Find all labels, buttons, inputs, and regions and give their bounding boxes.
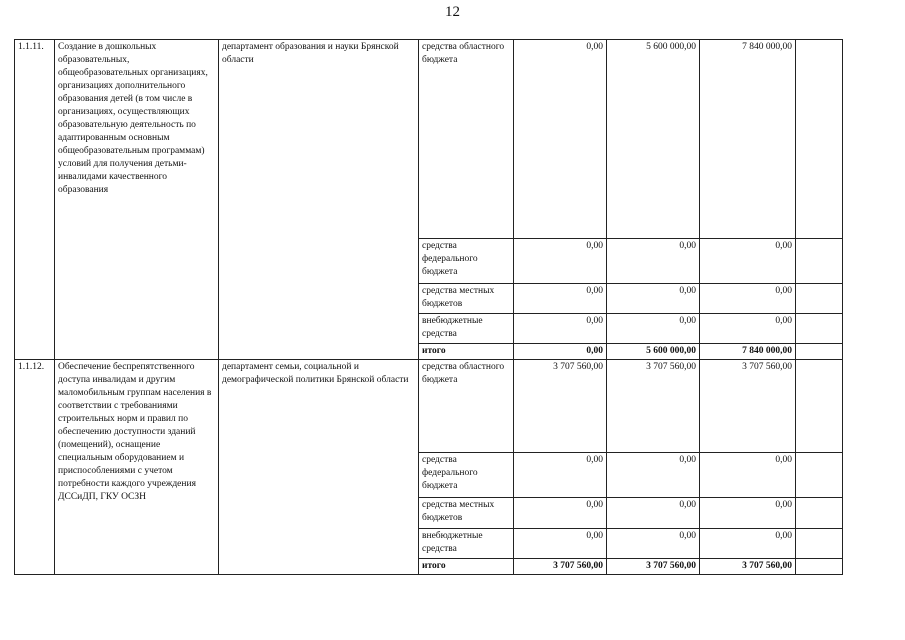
funding-value: 0,00 — [514, 498, 607, 529]
total-value: 7 840 000,00 — [700, 344, 796, 360]
funding-source: средства местных бюджетов — [419, 284, 514, 314]
funding-value: 0,00 — [607, 453, 700, 498]
total-value: 0,00 — [514, 344, 607, 360]
total-value: 3 707 560,00 — [700, 559, 796, 575]
total-value: 3 707 560,00 — [514, 559, 607, 575]
funding-value: 0,00 — [607, 239, 700, 284]
funding-value: 0,00 — [700, 529, 796, 559]
funding-value: 0,00 — [700, 284, 796, 314]
funding-value: 0,00 — [700, 498, 796, 529]
funding-value: 0,00 — [607, 284, 700, 314]
row-description: Обеспечение беспрепятственного доступа инвалидам и другим маломобильным группам населения в соответствии с требованиями строительных норм и правил по обеспечению доступности зданий (помещений), оснащение специальным оборудованием и приспособлениями с учетом потребности каждого учреждения ДССиДП, ГКУ ОСЗН — [55, 360, 219, 575]
total-label: итого — [419, 344, 514, 360]
funding-value: 0,00 — [514, 239, 607, 284]
row-description: Создание в дошкольных образовательных, общеобразовательных организациях, организациях дополнительного образования детей (в том числе в организациях, осуществляющих образовательную деятельность по адаптированным основным общеобразовательным программам) условий для получения детьми-инвалидами качественного образования — [55, 40, 219, 360]
total-label: итого — [419, 559, 514, 575]
empty-cell — [796, 559, 843, 575]
funding-value: 0,00 — [514, 529, 607, 559]
empty-cell — [796, 344, 843, 360]
budget-table — [14, 39, 843, 575]
table-row — [15, 40, 843, 239]
page-number: 12 — [445, 4, 460, 20]
funding-value: 3 707 560,00 — [700, 360, 796, 453]
funding-value: 0,00 — [514, 284, 607, 314]
empty-cell — [796, 360, 843, 453]
empty-cell — [796, 239, 843, 284]
funding-value: 0,00 — [514, 40, 607, 239]
funding-value: 0,00 — [514, 453, 607, 498]
funding-value: 0,00 — [700, 239, 796, 284]
funding-value: 0,00 — [607, 498, 700, 529]
funding-source: внебюджетные средства — [419, 314, 514, 344]
empty-cell — [796, 498, 843, 529]
funding-source: средства федерального бюджета — [419, 453, 514, 498]
funding-value: 3 707 560,00 — [514, 360, 607, 453]
row-code: 1.1.11. — [15, 40, 55, 360]
funding-source: средства местных бюджетов — [419, 498, 514, 529]
total-value: 3 707 560,00 — [607, 559, 700, 575]
row-executor: департамент образования и науки Брянской области — [219, 40, 419, 360]
funding-source: внебюджетные средства — [419, 529, 514, 559]
funding-value: 0,00 — [514, 314, 607, 344]
row-executor: департамент семьи, социальной и демографической политики Брянской области — [219, 360, 419, 575]
funding-value: 0,00 — [607, 529, 700, 559]
empty-cell — [796, 529, 843, 559]
funding-source: средства областного бюджета — [419, 360, 514, 453]
funding-value: 0,00 — [700, 453, 796, 498]
total-value: 5 600 000,00 — [607, 344, 700, 360]
empty-cell — [796, 453, 843, 498]
funding-value: 3 707 560,00 — [607, 360, 700, 453]
funding-value: 7 840 000,00 — [700, 40, 796, 239]
funding-value: 0,00 — [700, 314, 796, 344]
funding-value: 0,00 — [607, 314, 700, 344]
table-row — [15, 360, 843, 453]
empty-cell — [796, 284, 843, 314]
row-code: 1.1.12. — [15, 360, 55, 575]
empty-cell — [796, 40, 843, 239]
funding-value: 5 600 000,00 — [607, 40, 700, 239]
funding-source: средства областного бюджета — [419, 40, 514, 239]
funding-source: средства федерального бюджета — [419, 239, 514, 284]
empty-cell — [796, 314, 843, 344]
